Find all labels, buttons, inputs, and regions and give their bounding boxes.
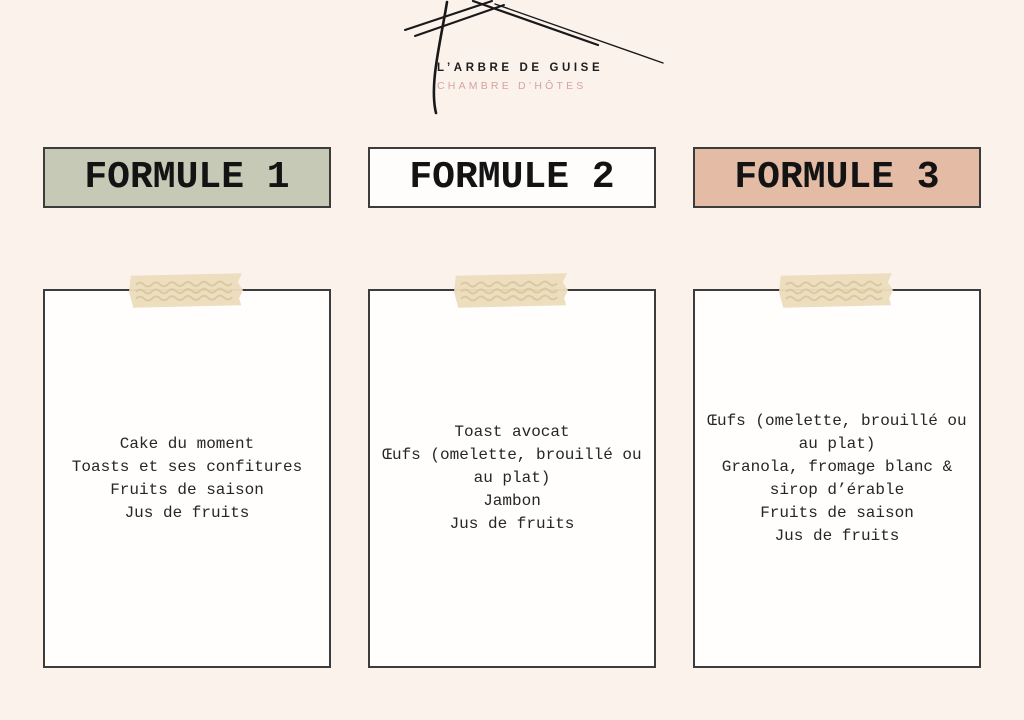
brand-name: L’ARBRE DE GUISE [437, 62, 604, 74]
menu-item: Œufs (omelette, brouillé ou au plat) [382, 446, 642, 487]
formule-1-card [43, 289, 331, 668]
formule-3-menu [695, 410, 979, 548]
menu-item: Jus de fruits [449, 515, 575, 533]
menu-item: Jus de fruits [774, 526, 900, 545]
menu-item: Toast avocat [454, 423, 570, 441]
washi-tape-icon [453, 271, 572, 310]
house-sketch-icon [385, 0, 705, 120]
formule-1-menu [45, 433, 329, 525]
formule-3-header: FORMULE 3 [693, 147, 981, 208]
brand-subtitle: CHAMBRE D’HÔTES [437, 80, 587, 92]
menu-item: Jus de fruits [124, 503, 250, 522]
formule-2-header: FORMULE 2 [368, 147, 656, 208]
menu-item: Jambon [483, 492, 541, 510]
menu-item: Toasts et ses confitures [71, 457, 303, 476]
washi-tape-icon [128, 271, 247, 310]
menu-item: Granola, fromage blanc & sirop d’érable [721, 457, 953, 499]
menu-item: Cake du moment [119, 434, 255, 453]
menu-item: Fruits de saison [110, 480, 264, 499]
menu-item: Fruits de saison [760, 503, 914, 522]
menu-item: Œufs (omelette, brouillé ou au plat) [707, 411, 967, 453]
formule-3-card [693, 289, 981, 668]
washi-tape-icon [778, 271, 897, 310]
formule-1-header: FORMULE 1 [43, 147, 331, 208]
formule-2-menu [370, 421, 654, 536]
formule-2-card [368, 289, 656, 668]
